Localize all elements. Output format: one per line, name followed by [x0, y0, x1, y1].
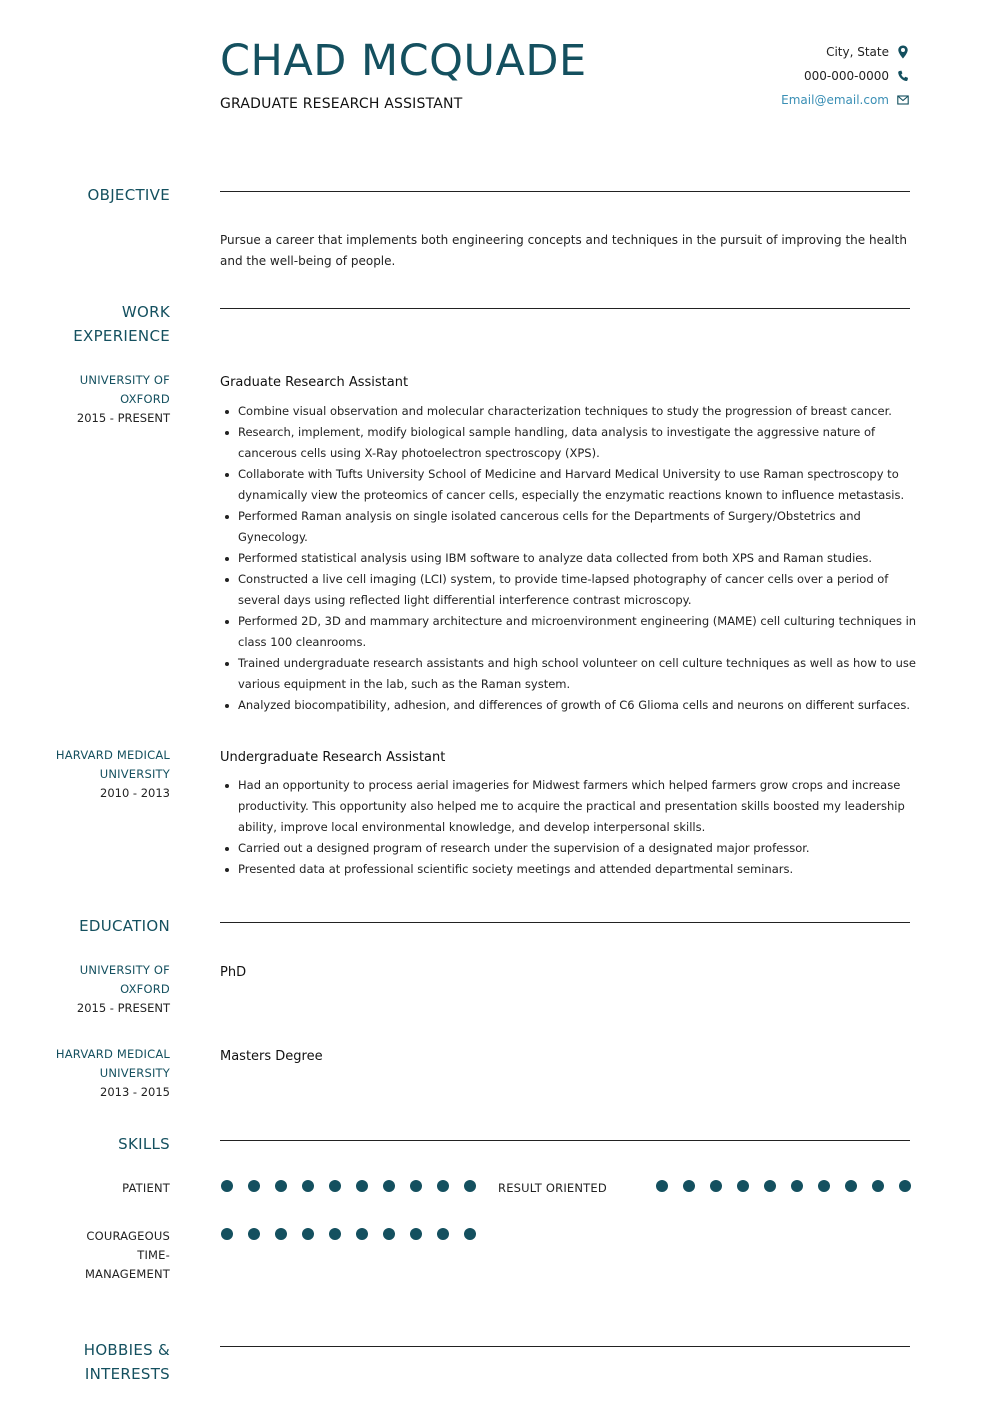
skill-dot	[410, 1228, 422, 1240]
employment-dates: 2015 - PRESENT	[76, 411, 170, 425]
skill-dot	[791, 1180, 803, 1192]
school-name	[10, 1045, 170, 1083]
school-line: UNIVERSITY	[99, 1066, 170, 1080]
section-divider	[220, 1140, 910, 1141]
list-item: Research, implement, modify biological sample handling, data analysis to investigate the aggressive nature of cancerous cells using X-Ray photoelectron spectroscopy (XPS).	[238, 422, 928, 464]
skill-dot	[410, 1180, 422, 1192]
skill-dot	[737, 1180, 749, 1192]
skill-rating	[221, 1180, 476, 1192]
skill-rating	[656, 1180, 911, 1192]
skill-dot	[356, 1180, 368, 1192]
list-item: Trained undergraduate research assistants and high school volunteer on cell culture techniques as well as how to use various equipment in the lab, such as the Raman system.	[238, 653, 928, 695]
hobbies-heading	[84, 1338, 170, 1386]
skill-dot	[356, 1228, 368, 1240]
section-divider	[220, 191, 910, 192]
skill-dot	[464, 1228, 476, 1240]
contact-location: City, State	[826, 45, 889, 59]
school-line: HARVARD MEDICAL	[55, 1047, 170, 1061]
skill-dot	[383, 1228, 395, 1240]
list-item: Performed Raman analysis on single isolated cancerous cells for the Departments of Surgery/Obstetrics and Gynecology.	[238, 506, 928, 548]
list-item: Combine visual observation and molecular characterization techniques to study the progression of breast cancer.	[238, 401, 928, 422]
degree-title: Masters Degree	[220, 1049, 323, 1064]
skill-dot	[248, 1180, 260, 1192]
skill-dot	[845, 1180, 857, 1192]
skill-dot	[221, 1228, 233, 1240]
skill-dot	[818, 1180, 830, 1192]
skill-dot	[899, 1180, 911, 1192]
skill-dot	[656, 1180, 668, 1192]
list-item: Analyzed biocompatibility, adhesion, and differences of growth of C6 Glioma cells and neurons on different surfaces.	[238, 695, 928, 716]
skill-label: RESULT ORIENTED	[498, 1181, 607, 1195]
skill-label-line: COURAGEOUS	[86, 1229, 170, 1243]
phone-icon	[897, 69, 909, 83]
degree-title: PhD	[220, 965, 247, 980]
heading-line: HOBBIES &	[83, 1341, 170, 1359]
objective-heading: OBJECTIVE	[87, 186, 170, 204]
work-experience-heading	[73, 300, 170, 348]
skill-label-line: TIME-	[137, 1248, 170, 1262]
skill-dot	[872, 1180, 884, 1192]
contact-phone: 000-000-0000	[803, 69, 889, 83]
employer-line: HARVARD MEDICAL	[55, 748, 170, 762]
school-line: UNIVERSITY OF	[79, 963, 170, 977]
job-duties-list	[220, 401, 928, 716]
objective-text: Pursue a career that implements both engineering concepts and techniques in the pursuit of improving the health and the well-being of people.	[220, 233, 907, 268]
list-item: Carried out a designed program of research under the supervision of a designated major professor.	[238, 838, 928, 859]
skill-dot	[383, 1180, 395, 1192]
position-title: Undergraduate Research Assistant	[220, 750, 446, 765]
skill-dot	[764, 1180, 776, 1192]
school-line: OXFORD	[120, 982, 170, 996]
skill-dot	[464, 1180, 476, 1192]
list-item: Presented data at professional scientific society meetings and attended departmental seminars.	[238, 859, 928, 880]
skill-dot	[248, 1228, 260, 1240]
skill-dot	[437, 1180, 449, 1192]
skill-rating	[221, 1228, 476, 1240]
skill-dot	[275, 1180, 287, 1192]
employer-name	[10, 746, 170, 784]
employer-line: OXFORD	[120, 392, 170, 406]
map-pin-icon	[897, 45, 909, 59]
employer-name	[10, 371, 170, 409]
contact-email[interactable]: Email@email.com	[781, 93, 889, 107]
list-item: Had an opportunity to process aerial imageries for Midwest farmers which helped farmers grow crops and increase productivity. This opportunity also helped me to acquire the practical and presentation skills boosted my leadership ability, improve local environmental knowledge, and develop interpersonal skills.	[238, 775, 928, 838]
list-item: Performed statistical analysis using IBM software to analyze data collected from both XPS and Raman studies.	[238, 548, 928, 569]
section-divider	[220, 922, 910, 923]
skill-dot	[221, 1180, 233, 1192]
skill-dot	[275, 1228, 287, 1240]
section-divider	[220, 1346, 910, 1347]
skill-dot	[710, 1180, 722, 1192]
skill-label	[85, 1227, 170, 1284]
skill-dot	[302, 1228, 314, 1240]
heading-line: EXPERIENCE	[73, 327, 170, 345]
position-title: Graduate Research Assistant	[220, 375, 409, 390]
candidate-name: CHAD MCQUADE	[220, 36, 587, 86]
skill-dot	[329, 1228, 341, 1240]
education-heading: EDUCATION	[79, 917, 170, 935]
employer-line: UNIVERSITY OF	[79, 373, 170, 387]
skill-dot	[437, 1228, 449, 1240]
education-dates: 2015 - PRESENT	[76, 1001, 170, 1015]
list-item: Performed 2D, 3D and mammary architecture and microenvironment engineering (MAME) cell culturing techniques in class 100 cleanrooms.	[238, 611, 928, 653]
skill-label-line: MANAGEMENT	[84, 1267, 170, 1281]
employment-dates: 2010 - 2013	[100, 786, 170, 800]
heading-line: INTERESTS	[84, 1365, 170, 1383]
skill-dot	[683, 1180, 695, 1192]
education-dates: 2013 - 2015	[100, 1085, 170, 1099]
heading-line: WORK	[121, 303, 170, 321]
skill-dot	[329, 1180, 341, 1192]
employer-line: UNIVERSITY	[99, 767, 170, 781]
list-item: Constructed a live cell imaging (LCI) system, to provide time-lapsed photography of cancer cells over a period of several days using reflected light differential interference contrast microscopy.	[238, 569, 928, 611]
envelope-icon	[897, 93, 909, 107]
job-duties-list	[220, 775, 928, 880]
skill-label: PATIENT	[122, 1181, 170, 1195]
job-title: GRADUATE RESEARCH ASSISTANT	[220, 96, 463, 112]
skill-dot	[302, 1180, 314, 1192]
skills-heading: SKILLS	[118, 1135, 170, 1153]
section-divider	[220, 308, 910, 309]
school-name	[10, 961, 170, 999]
list-item: Collaborate with Tufts University School of Medicine and Harvard Medical University to use Raman spectroscopy to dynamically view the proteomics of cancer cells, especially the enzymatic reactions known to influence metastasis.	[238, 464, 928, 506]
